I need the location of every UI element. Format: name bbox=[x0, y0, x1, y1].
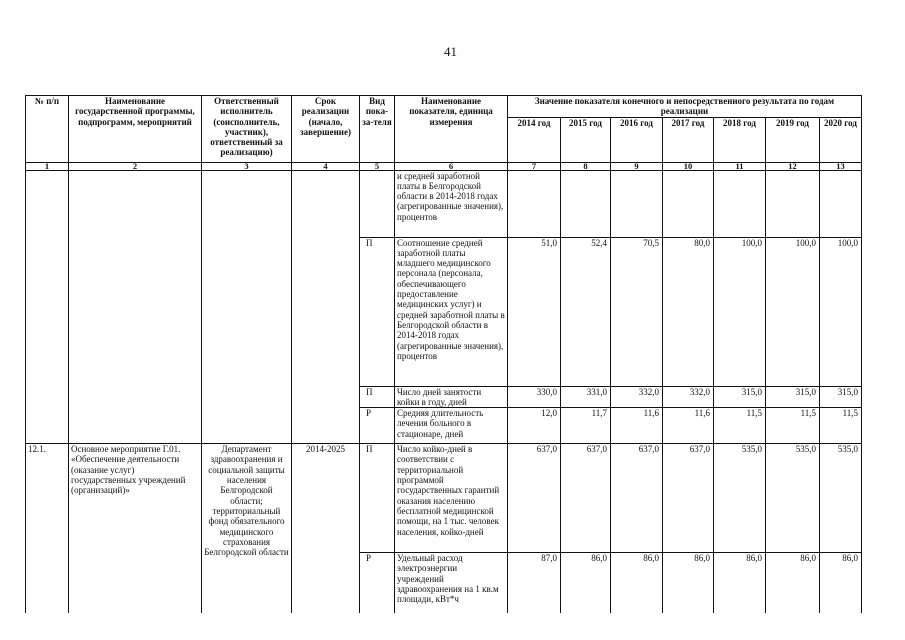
column-number: 4 bbox=[292, 162, 360, 170]
indicator-value: 637,0 bbox=[508, 444, 561, 553]
indicator-value: 86,0 bbox=[611, 553, 663, 613]
indicator-value: 100,0 bbox=[820, 237, 862, 386]
header-year: 2019 год bbox=[766, 117, 820, 162]
indicator-name: Число дней занятости койки в году, дней bbox=[395, 386, 508, 408]
empty-cell bbox=[69, 170, 202, 444]
indicator-value: 86,0 bbox=[561, 553, 611, 613]
indicator-name: Удельный расход электроэнергии учреждений здравоохранения на 1 кв.м площади, кВт*ч bbox=[395, 553, 508, 613]
indicator-name: Средняя длительность лечения больного в стационаре, дней bbox=[395, 408, 508, 444]
indicator-value: 86,0 bbox=[714, 553, 766, 613]
column-number: 11 bbox=[714, 162, 766, 170]
indicator-name: Число койко-дней в соответствии с территориальной программой государственных гарантий оказания населению бесплатной медицинской помощи, на 1 тыс. человек населения, койко-дней bbox=[395, 444, 508, 553]
indicator-value bbox=[508, 170, 561, 237]
indicator-value bbox=[820, 170, 862, 237]
indicator-value: 86,0 bbox=[820, 553, 862, 613]
header-year: 2016 год bbox=[611, 117, 663, 162]
column-number: 5 bbox=[360, 162, 395, 170]
indicator-value: 11,6 bbox=[611, 408, 663, 444]
indicator-value: 315,0 bbox=[766, 386, 820, 408]
empty-cell bbox=[202, 170, 292, 444]
indicator-value: 11,5 bbox=[766, 408, 820, 444]
column-number: 8 bbox=[561, 162, 611, 170]
indicator-kind: П bbox=[360, 237, 395, 386]
indicator-value: 315,0 bbox=[714, 386, 766, 408]
column-number: 2 bbox=[69, 162, 202, 170]
indicator-value: 11,7 bbox=[561, 408, 611, 444]
measure-name: Основное мероприятие Г.01. «Обеспечение деятельности (оказание услуг) государственных учреждений (организаций)» bbox=[69, 444, 202, 613]
results-table bbox=[25, 95, 862, 613]
column-number: 3 bbox=[202, 162, 292, 170]
measure-term: 2014-2025 bbox=[292, 444, 360, 613]
column-number: 1 bbox=[26, 162, 69, 170]
table-row bbox=[26, 444, 862, 553]
indicator-value: 535,0 bbox=[820, 444, 862, 553]
column-number: 13 bbox=[820, 162, 862, 170]
indicator-kind: П bbox=[360, 444, 395, 553]
indicator-value bbox=[611, 170, 663, 237]
indicator-value: 11,6 bbox=[663, 408, 714, 444]
indicator-name: Соотношение средней заработной платы младшего медицинского персонала (персонала, обеспечивающего предоставление медицинских услуг) и средней заработной платы в Белгородской области в 2014-2018 годах (агрегированные значения), процентов bbox=[395, 237, 508, 386]
indicator-value: 637,0 bbox=[611, 444, 663, 553]
header-indicator: Наименование показателя, единица измерения bbox=[395, 96, 508, 163]
header-year: 2018 год bbox=[714, 117, 766, 162]
indicator-value bbox=[714, 170, 766, 237]
indicator-value: 330,0 bbox=[508, 386, 561, 408]
indicator-value: 11,5 bbox=[820, 408, 862, 444]
indicator-name: и средней заработной платы в Белгородской области в 2014-2018 годах (агрегированные значения), процентов bbox=[395, 170, 508, 237]
header-term: Срок реализации (начало, завершение) bbox=[292, 96, 360, 163]
indicator-value: 80,0 bbox=[663, 237, 714, 386]
indicator-value bbox=[663, 170, 714, 237]
indicator-value: 535,0 bbox=[714, 444, 766, 553]
measure-responsible: Департамент здравоохранения и социальной защиты населения Белгородской области; территориальный фонд обязательного медицинского страхования Белгородской области bbox=[202, 444, 292, 613]
empty-cell bbox=[292, 170, 360, 444]
header-num: № п/п bbox=[26, 96, 69, 163]
header-year: 2017 год bbox=[663, 117, 714, 162]
indicator-kind bbox=[360, 170, 395, 237]
indicator-value: 637,0 bbox=[561, 444, 611, 553]
indicator-value bbox=[766, 170, 820, 237]
indicator-value: 331,0 bbox=[561, 386, 611, 408]
header-year: 2015 год bbox=[561, 117, 611, 162]
indicator-kind: Р bbox=[360, 553, 395, 613]
table-row bbox=[26, 170, 862, 237]
indicator-value: 637,0 bbox=[663, 444, 714, 553]
indicator-value: 70,5 bbox=[611, 237, 663, 386]
page-number: 41 bbox=[444, 44, 457, 59]
header-values-group: Значение показателя конечного и непосредственного результата по годам реализации bbox=[508, 96, 862, 118]
empty-cell bbox=[26, 170, 69, 444]
column-number: 12 bbox=[766, 162, 820, 170]
indicator-value: 315,0 bbox=[820, 386, 862, 408]
indicator-value: 332,0 bbox=[611, 386, 663, 408]
indicator-value: 332,0 bbox=[663, 386, 714, 408]
indicator-value: 52,4 bbox=[561, 237, 611, 386]
indicator-value: 100,0 bbox=[714, 237, 766, 386]
column-number: 9 bbox=[611, 162, 663, 170]
column-number: 7 bbox=[508, 162, 561, 170]
indicator-value: 86,0 bbox=[663, 553, 714, 613]
indicator-value: 87,0 bbox=[508, 553, 561, 613]
column-number: 6 bbox=[395, 162, 508, 170]
indicator-value: 86,0 bbox=[766, 553, 820, 613]
indicator-value: 11,5 bbox=[714, 408, 766, 444]
indicator-value: 12,0 bbox=[508, 408, 561, 444]
indicator-value: 100,0 bbox=[766, 237, 820, 386]
indicator-value bbox=[561, 170, 611, 237]
indicator-kind: Р bbox=[360, 408, 395, 444]
indicator-value: 51,0 bbox=[508, 237, 561, 386]
measure-number: 12.1. bbox=[26, 444, 69, 613]
indicator-value: 535,0 bbox=[766, 444, 820, 553]
column-number: 10 bbox=[663, 162, 714, 170]
indicator-kind: П bbox=[360, 386, 395, 408]
header-name: Наименование государственной программы, подпрограмм, мероприятий bbox=[69, 96, 202, 163]
header-year: 2020 год bbox=[820, 117, 862, 162]
header-responsible: Ответственный исполнитель (соисполнитель, участник), ответственный за реализацию) bbox=[202, 96, 292, 163]
header-kind: Вид пока-за-теля bbox=[360, 96, 395, 163]
header-year: 2014 год bbox=[508, 117, 561, 162]
